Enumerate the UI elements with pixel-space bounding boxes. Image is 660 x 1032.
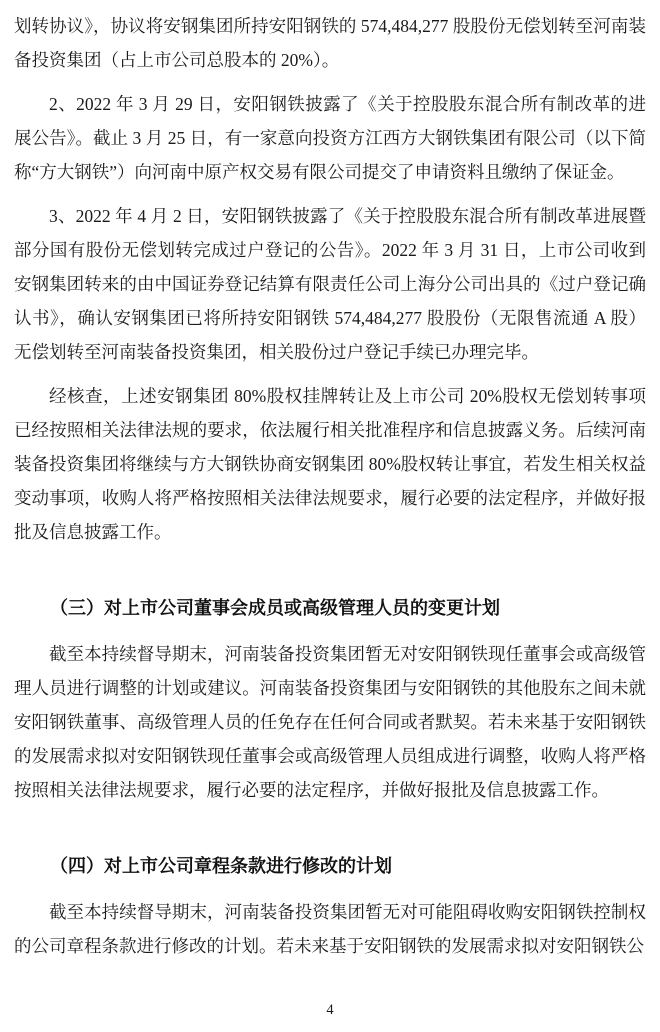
paragraph-verification-summary: 经核查，上述安钢集团 80%股权挂牌转让及上市公司 20%股权无偿划转事项已经按照相关法律法规的要求，依法履行相关批准程序和信息披露义务。后续河南装备投资集团将继续与方大钢铁协商安钢集团 80%股权转让事宜，若发生相关权益变动事项，收购人将严格按照相关法律法规要求，履行必要的法定程序，并做好报批及信息披露工作。 bbox=[14, 386, 646, 542]
paragraph-board-change-detail: 截至本持续督导期末，河南装备投资集团暂无对安阳钢铁现任董事会或高级管理人员进行调整的计划或建议。河南装备投资集团与安阳钢铁的其他股东之间未就安阳钢铁董事、高级管理人员的任免存在任何合同或者默契。若未来基于安阳钢铁的发展需求拟对安阳钢铁现任董事会或高级管理人员组成进行调整，收购人将严格按照相关法律法规要求，履行必要的法定程序，并做好报批及信息披露工作。 bbox=[14, 644, 646, 800]
page-number: 4 bbox=[326, 1002, 334, 1018]
paragraph-item-2-progress-announcement: 2、2022 年 3 月 29 日，安阳钢铁披露了《关于控股股东混合所有制改革的进展公告》。截止 3 月 25 日，有一家意向投资方江西方大钢铁集团有限公司（以下简称“方大钢铁”）向河南中原产权交易有限公司提交了申请资料且缴纳了保证金。 bbox=[14, 94, 646, 182]
paragraph-item-3-registration-announcement: 3、2022 年 4 月 2 日，安阳钢铁披露了《关于控股股东混合所有制改革进展暨部分国有股份无偿划转完成过户登记的公告》。2022 年 3 月 31 日，上市公司收到安钢集团转来的由中国证券登记结算有限责任公司上海分公司出具的《过户登记确认书》，确认安钢集团已将所持安阳钢铁 574,484,277 股股份（无限售流通 A 股）无偿划转至河南装备投资集团，相关股份过户登记手续已办理完毕。 bbox=[14, 206, 646, 362]
paragraph-share-transfer-continuation: 划转协议》，协议将安钢集团所持安阳钢铁的 574,484,277 股股份无偿划转至河南装备投资集团（占上市公司总股本的 20%）。 bbox=[14, 16, 646, 70]
section-heading-4-charter-amendment-plan: （四）对上市公司章程条款进行修改的计划 bbox=[50, 856, 392, 876]
section-heading-3-board-change-plan: （三）对上市公司董事会成员或高级管理人员的变更计划 bbox=[50, 598, 500, 618]
paragraph-charter-amendment-detail: 截至本持续督导期末，河南装备投资集团暂无对可能阻碍收购安阳钢铁控制权的公司章程条款进行修改的计划。若未来基于安阳钢铁的发展需求拟对安阳钢铁公 bbox=[14, 902, 646, 956]
